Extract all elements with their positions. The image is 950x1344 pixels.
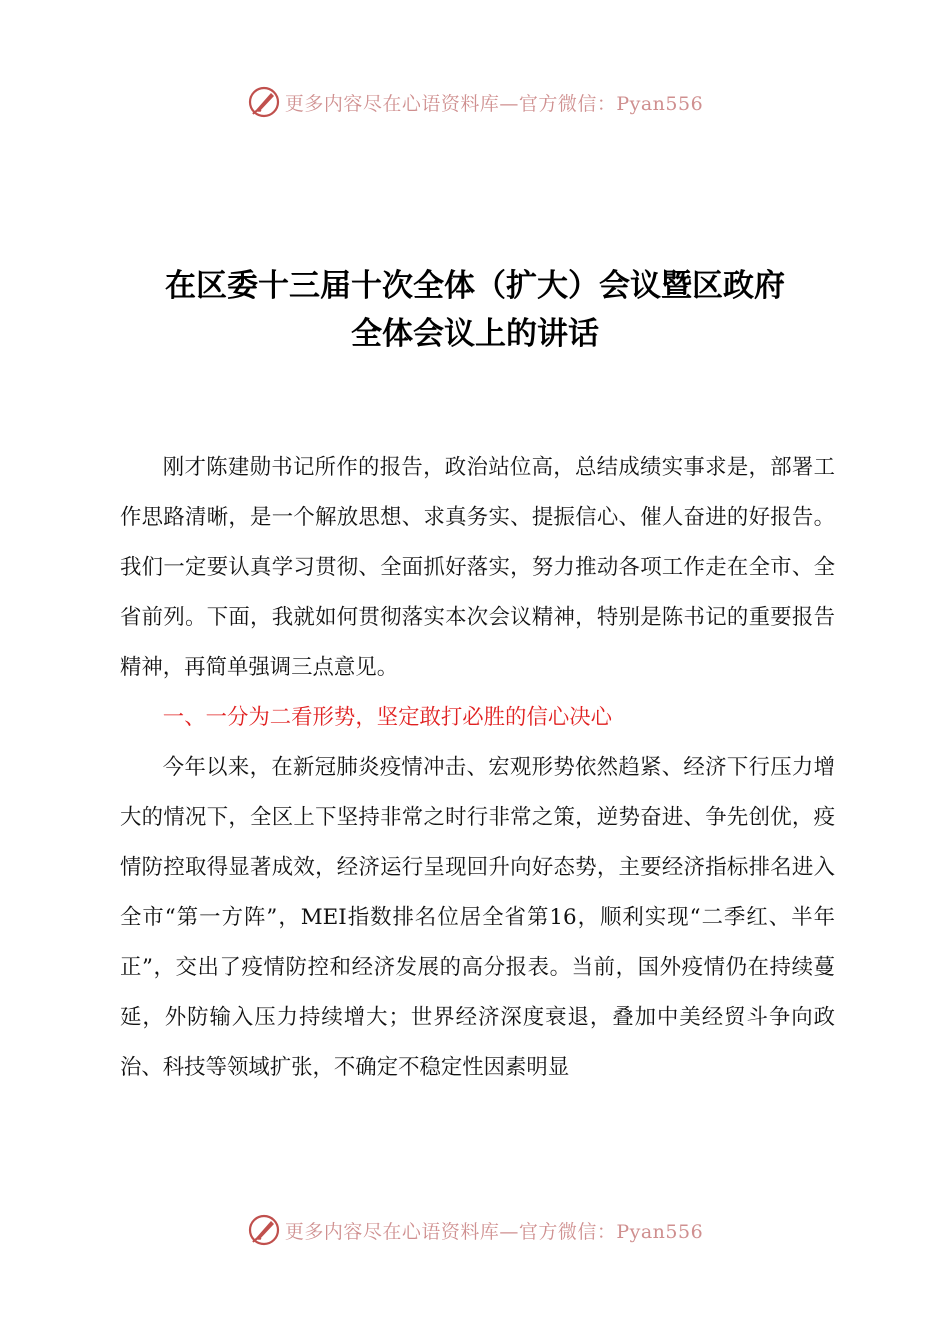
watermark-banner-bottom [0,1208,950,1252]
title-line-2: 全体会议上的讲话 [351,316,599,352]
document-body [120,443,835,1093]
pen-logo-icon [247,85,281,119]
section-1-heading: 一、一分为二看形势，坚定敢打必胜的信心决心 [162,705,613,730]
title-line-1: 在区委十三届十次全体（扩大）会议暨区政府 [165,268,785,304]
intro-paragraph: 刚才陈建勋书记所作的报告，政治站位高，总结成绩实事求是，部署工作思路清晰，是一个解放思想、求真务实、提振信心、催人奋进的好报告。我们一定要认真学习贯彻、全面抓好落实，努力推动各项工作走在全市、全省前列。下面，我就如何贯彻落实本次会议精神，特别是陈书记的重要报告精神，再简单强调三点意见。 [120,455,835,680]
document-title [0,262,950,358]
watermark-text: 更多内容尽在心语资料库—官方微信：Pyan556 [284,92,704,115]
watermark-text: 更多内容尽在心语资料库—官方微信：Pyan556 [284,1220,704,1243]
pen-logo-icon [247,1213,281,1247]
section-1-paragraph: 今年以来，在新冠肺炎疫情冲击、宏观形势依然趋紧、经济下行压力增大的情况下，全区上下坚持非常之时行非常之策，逆势奋进、争先创优，疫情防控取得显著成效，经济运行呈现回升向好态势，主要经济指标排名进入全市“第一方阵”，MEI指数排名位居全省第16，顺利实现“二季红、半年正”，交出了疫情防控和经济发展的高分报表。当前，国外疫情仍在持续蔓延，外防输入压力持续增大；世界经济深度衰退，叠加中美经贸斗争向政治、科技等领域扩张，不确定不稳定性因素明显 [120,755,835,1080]
watermark-banner-top [0,80,950,124]
